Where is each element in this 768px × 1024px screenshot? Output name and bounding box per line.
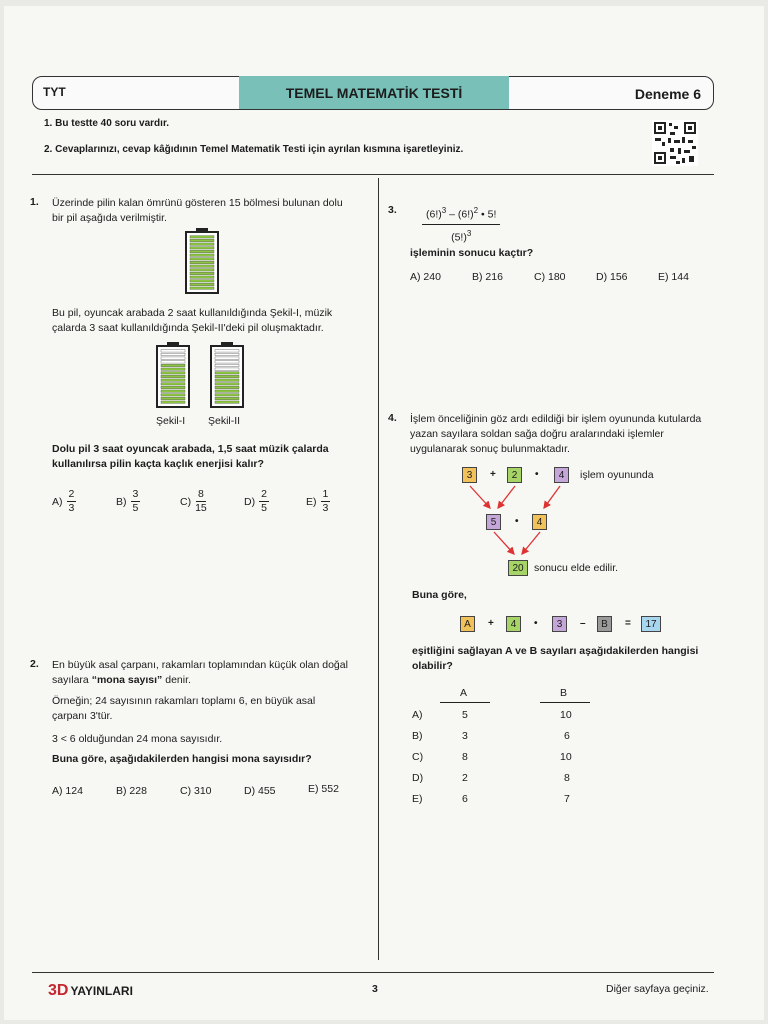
- q2-option-d[interactable]: D) 455: [244, 785, 276, 797]
- battery-fig2-icon: [210, 342, 244, 408]
- battery-segment: [190, 269, 214, 271]
- eq-op-plus: +: [488, 618, 494, 629]
- battery-segment: [161, 350, 185, 352]
- exam-page: TYT TEMEL MATEMATİK TESTİ Deneme 6 1. Bu testte 40 soru vardır. 2. Cevaplarınızı, cevap kâğıdının Temel Matematik Testi için ayrılan kısmına işaretleyiniz. 1. Üzerinde pilin kalan ömrünü gösteren 15 bölmesi bulunan dolu bir pil aşağıda verilmiştir. Bu pil, oyuncak arabada 2 saat kullanıldığında Şekil-I, müzik çalarda 3 saat kullanıldığında Şekil-II'deki pil oluşmaktadır. Şekil-I Şekil-II Dolu pil 3 saat oyuncak arabada, 1,5 saat müzik çalarda kullanılırsa pilin kaçta kaçlık enerjisi kalır? A) $\frac{2}{3}$ B) $\frac{3}{5}$ C) $\frac{8}{15}$ D) $\frac{2}{5}$ E) $\frac{1}{3}$ 2. En büyük asal çarpanı, rakamları toplamından küçük olan doğal sayılara “mona sayısı” denir. Örneğin; 24 sayısının rakamları toplamı 6, en büyük asal çarpanı 3'tür. 3 < 6 olduğundan 24 mona sayısıdır. Buna göre, aşağıdakilerden hangisi mona sayısıdır? A) 124 B) 228 C) 310 D) 455 E) 552 3. $\frac{(6!)^3 - (6!)^2 • 5!}{(5!)^3}$ işleminin sonucu kaçtır? A) 240 B) 216 C) 180 D) 156 E) 144 4. İşlem önceliğinin göz ardı edildiği bir işlem oyununda kutularda yazan sayılara soldan sağa doğru aralarındaki işlemler uygulanarak sonuç bulunmaktadır. 3 + 2 • 4 işlem oyununda 5 • 4 20 sonucu elde edilir. Buna göre, A + 4 • 3 – B = 17 eşitliğini sağlayan A ve B sayıları aşağıdakilerden hangisi olabilir? A B A) 5 10 B) 3 6 C) 8 10 D) 2 8 E) 6 7 3D YAYINLARI 3 Diğer sayfaya geçiniz.: [4, 6, 764, 1020]
- battery-segment: [215, 372, 239, 374]
- qr-code-icon: [652, 120, 698, 166]
- battery-segment: [161, 357, 185, 359]
- battery-segment: [161, 353, 185, 355]
- q1-option-e[interactable]: E) $\frac{1}{3}$: [306, 488, 329, 514]
- q1-mid-text: Bu pil, oyuncak arabada 2 saat kullanıldığında Şekil-I, müzik çalarda 3 saat kullanıldığında Şekil-II'deki pil oluşmaktadır.: [52, 307, 333, 334]
- q1-option-c[interactable]: C) $\frac{8}{15}$: [180, 488, 207, 514]
- eq-op-dot: •: [534, 618, 538, 629]
- eq-box-4: 4: [506, 616, 521, 632]
- q3-option-e[interactable]: E) 144: [658, 271, 689, 283]
- battery-segment: [161, 386, 185, 388]
- q1-option-d[interactable]: D) $\frac{2}{5}$: [244, 488, 267, 514]
- battery-segment: [215, 379, 239, 381]
- battery-segment: [215, 364, 239, 366]
- battery-segment: [215, 383, 239, 385]
- battery-segment: [190, 265, 214, 267]
- q3-expression: $\frac{(6!)^3 - (6!)^2 • 5!}{(5!)^3}$: [422, 204, 500, 244]
- q1-intro: Üzerinde pilin kalan ömrünü gösteren 15 bölmesi bulunan dolu bir pil aşağıda verilmiştir.: [52, 197, 343, 224]
- q3-option-c[interactable]: C) 180: [534, 271, 566, 283]
- battery-segment: [190, 280, 214, 282]
- game-box-5: 5: [486, 514, 501, 530]
- battery-segment: [215, 353, 239, 355]
- game-box-4b: 4: [532, 514, 547, 530]
- battery-segment: [215, 386, 239, 388]
- battery-segment: [215, 368, 239, 370]
- battery-fig1-icon: [156, 342, 190, 408]
- battery-segment: [190, 258, 214, 260]
- q2-question: Buna göre, aşağıdakilerden hangisi mona sayısıdır?: [52, 753, 312, 765]
- battery-segment: [215, 394, 239, 396]
- q2-option-a[interactable]: A) 124: [52, 785, 83, 797]
- q2-example2: 3 < 6 olduğundan 24 mona sayısıdır.: [52, 733, 223, 745]
- game-box-2: 2: [507, 467, 522, 483]
- q2-intro: En büyük asal çarpanı, rakamları toplamından küçük olan doğal sayılara “mona sayısı” denir.: [52, 659, 348, 686]
- column-divider: [378, 178, 379, 960]
- header-tyt: TYT: [43, 85, 66, 99]
- battery-segment: [190, 239, 214, 241]
- logo-text: YAYINLARI: [70, 984, 133, 998]
- fig2-label: Şekil-II: [208, 415, 241, 427]
- game-op-plus: +: [490, 469, 496, 480]
- battery-segment: [161, 379, 185, 381]
- battery-segment: [215, 397, 239, 399]
- battery-segment: [190, 276, 214, 278]
- col-b-header: B: [560, 687, 568, 699]
- battery-segment: [215, 375, 239, 377]
- q1-number: 1.: [30, 196, 39, 208]
- q2-option-b[interactable]: B) 228: [116, 785, 147, 797]
- battery-segment: [215, 390, 239, 392]
- battery-segment: [190, 243, 214, 245]
- col-a-header: A: [460, 687, 468, 699]
- q1-question: Dolu pil 3 saat oyuncak arabada, 1,5 saat müzik çalarda kullanılırsa pilin kaçta kaçlık enerjisi kalır?: [52, 443, 329, 470]
- q4-intro: İşlem önceliğinin göz ardı edildiği bir işlem oyununda kutularda yazan sayılara soldan sağa doğru aralarındaki işlemler uygulanarak sonuç bulunmaktadır.: [410, 413, 702, 455]
- game-arrows: [460, 484, 580, 564]
- q3-option-b[interactable]: B) 216: [472, 271, 503, 283]
- eq-op-equals: =: [625, 618, 631, 629]
- battery-segment: [161, 394, 185, 396]
- battery-segment: [161, 375, 185, 377]
- footer-rule: [32, 972, 714, 973]
- full-battery-icon: [185, 228, 219, 294]
- q4-question: eşitliğini sağlayan A ve B sayıları aşağıdakilerden hangisi olabilir?: [412, 645, 699, 672]
- q2-example1: Örneğin; 24 sayısının rakamları toplamı 6, en büyük asal çarpanı 3'tür.: [52, 695, 316, 722]
- eq-op-minus: –: [580, 618, 586, 629]
- battery-segment: [190, 287, 214, 289]
- q3-number: 3.: [388, 204, 397, 216]
- battery-segment: [215, 401, 239, 403]
- col-b-rule: [540, 702, 590, 703]
- next-page-note: Diğer sayfaya geçiniz.: [606, 983, 709, 995]
- battery-segment: [190, 272, 214, 274]
- game-box-4: 4: [554, 467, 569, 483]
- eq-box-a: A: [460, 616, 475, 632]
- q3-question: işleminin sonucu kaçtır?: [410, 247, 534, 259]
- battery-segment: [190, 247, 214, 249]
- header-rule: [32, 174, 714, 175]
- eq-box-b: B: [597, 616, 612, 632]
- battery-segment: [161, 372, 185, 374]
- battery-segment: [215, 350, 239, 352]
- header-title: TEMEL MATEMATİK TESTİ: [239, 76, 509, 109]
- page-number: 3: [372, 983, 378, 995]
- battery-segment: [215, 361, 239, 363]
- logo-mark: 3D: [48, 982, 69, 999]
- q2-option-c[interactable]: C) 310: [180, 785, 212, 797]
- q2-option-e[interactable]: E) 552: [308, 783, 339, 795]
- battery-segment: [190, 250, 214, 252]
- battery-segment: [161, 390, 185, 392]
- eq-box-3: 3: [552, 616, 567, 632]
- instruction-2: 2. Cevaplarınızı, cevap kâğıdının Temel Matematik Testi için ayrılan kısmına işaretleyiniz.: [44, 144, 464, 155]
- game-op-dot: •: [535, 469, 539, 480]
- battery-segment: [190, 236, 214, 238]
- col-a-rule: [440, 702, 490, 703]
- battery-segment: [161, 364, 185, 366]
- battery-segment: [215, 357, 239, 359]
- q4-buna-gore: Buna göre,: [412, 589, 467, 601]
- battery-segment: [190, 261, 214, 263]
- publisher-logo: [48, 982, 133, 1000]
- q3-option-a[interactable]: A) 240: [410, 271, 441, 283]
- instruction-1: 1. Bu testte 40 soru vardır.: [44, 118, 170, 129]
- eq-box-17: 17: [641, 616, 661, 632]
- q3-option-d[interactable]: D) 156: [596, 271, 628, 283]
- game-result-box: 20: [508, 560, 528, 576]
- game-label: işlem oyununda: [580, 469, 654, 481]
- game-op-dot-2: •: [515, 516, 519, 527]
- q1-option-a[interactable]: A) $\frac{2}{3}$: [52, 488, 75, 514]
- q4-number: 4.: [388, 412, 397, 424]
- battery-segment: [161, 361, 185, 363]
- result-label: sonucu elde edilir.: [534, 562, 619, 574]
- battery-segment: [161, 383, 185, 385]
- battery-segment: [161, 368, 185, 370]
- battery-segment: [161, 401, 185, 403]
- fig1-label: Şekil-I: [156, 415, 186, 427]
- q2-number: 2.: [30, 658, 39, 670]
- test-header: [32, 76, 714, 110]
- battery-segment: [161, 397, 185, 399]
- header-deneme: Deneme 6: [634, 86, 701, 102]
- q1-option-b[interactable]: B) $\frac{3}{5}$: [116, 488, 139, 514]
- game-box-3: 3: [462, 467, 477, 483]
- battery-segment: [190, 254, 214, 256]
- battery-segment: [190, 283, 214, 285]
